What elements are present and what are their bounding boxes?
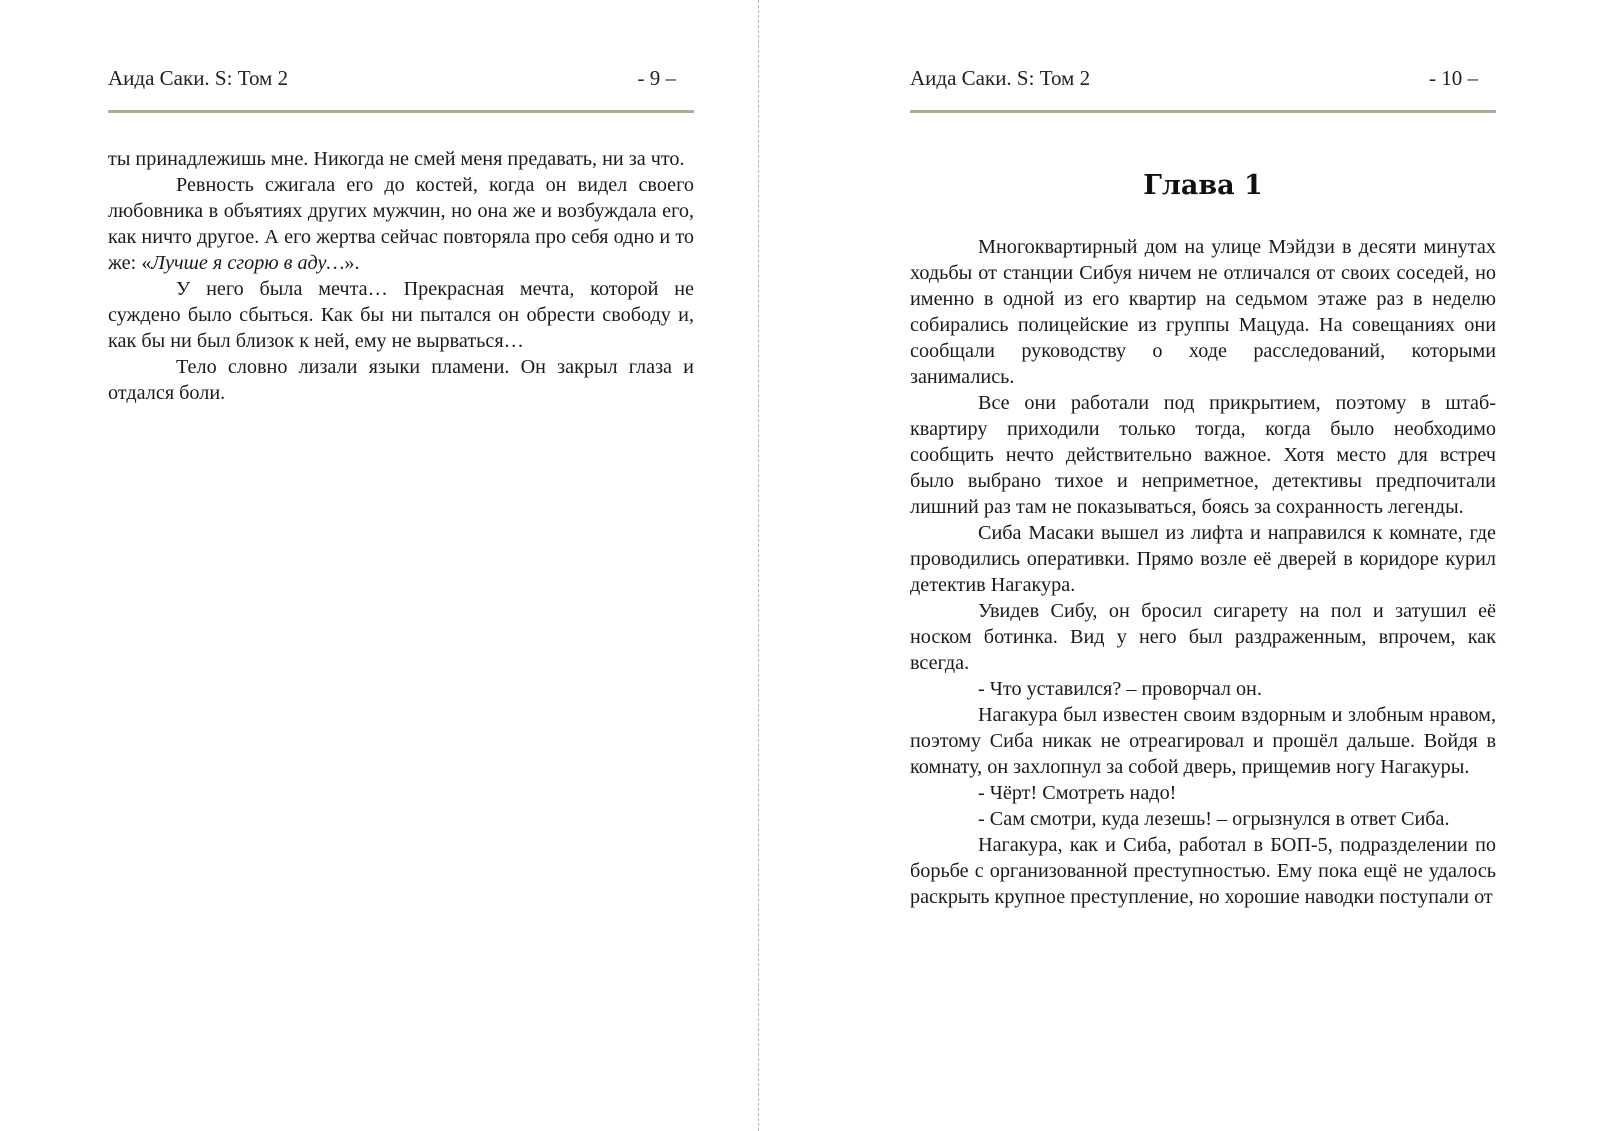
chapter-title: Глава 1 [1143,170,1263,201]
page-number: - 9 – [637,66,676,90]
paragraph: У него была мечта… Прекрасная мечта, которой не суждено было сбыться. Как бы ни пытался он обрести свободу и, как бы ни был близок к ней, ему не вырваться… [108,278,694,352]
paragraph: Все они работали под прикрытием, поэтому в штаб-квартиру приходили только тогда, когда было необходимо сообщить нечто действительно важное. Хотя место для встреч было выбрано тихое и неприметное, детективы предпочитали лишний раз там не показываться, боясь за сохранность легенды. [910,392,1496,518]
page-body-text [108,146,694,406]
page-spread-divider [758,0,759,1131]
paragraph: Сиба Масаки вышел из лифта и направился к комнате, где проводились оперативки. Прямо возле её дверей в коридоре курил детектив Нагакура. [910,522,1496,596]
dialogue-line: - Чёрт! Смотреть надо! [978,782,1177,804]
page-number: - 10 – [1429,66,1478,90]
paragraph: Нагакура, как и Сиба, работал в БОП-5, подразделении по борьбе с организованной преступностью. Ему пока ещё не удалось раскрыть крупное преступление, но хорошие наводки поступали от [910,834,1496,908]
dialogue-line: - Что уставился? – проворчал он. [978,678,1262,700]
quote-close: ». [344,252,360,274]
running-header [108,66,694,96]
quote-open: « [141,252,152,274]
italic-quote: Лучше я сгорю в аду… [151,252,345,274]
book-title: Аида Саки. S: Том 2 [910,66,1091,90]
paragraph: ты принадлежишь мне. Никогда не смей меня предавать, ни за что. [108,148,685,170]
header-rule [108,110,694,113]
header-rule [910,110,1496,113]
paragraph: Тело словно лизали языки пламени. Он закрыл глаза и отдался боли. [108,356,694,404]
dialogue-line: - Сам смотри, куда лезешь! – огрызнулся в ответ Сиба. [978,808,1450,830]
page-body-text [910,234,1496,910]
right-page [910,0,1496,1131]
book-title: Аида Саки. S: Том 2 [108,66,289,90]
paragraph [108,172,694,276]
paragraph: Увидев Сибу, он бросил сигарету на пол и затушил её носком ботинка. Вид у него был раздраженным, впрочем, как всегда. [910,600,1496,674]
paragraph: Многоквартирный дом на улице Мэйдзи в десяти минутах ходьбы от станции Сибуя ничем не отличался от своих соседей, но именно в одной из его квартир на седьмом этаже раз в неделю собирались полицейские из группы Мацуда. На совещаниях они сообщали руководству о ходе расследований, которыми занимались. [910,236,1496,388]
running-header [910,66,1496,96]
paragraph-text: Ревность сжигала его до костей, когда он видел своего любовника в объятиях других мужчин, но она же и возбуждала его, как ничто другое. А его жертва сейчас повторяла про себя одно и то же: [108,174,694,274]
paragraph: Нагакура был известен своим вздорным и злобным нравом, поэтому Сиба никак не отреагировал и прошёл дальше. Войдя в комнату, он захлопнул за собой дверь, прищемив ногу Нагакуры. [910,704,1496,778]
left-page [108,0,694,1131]
